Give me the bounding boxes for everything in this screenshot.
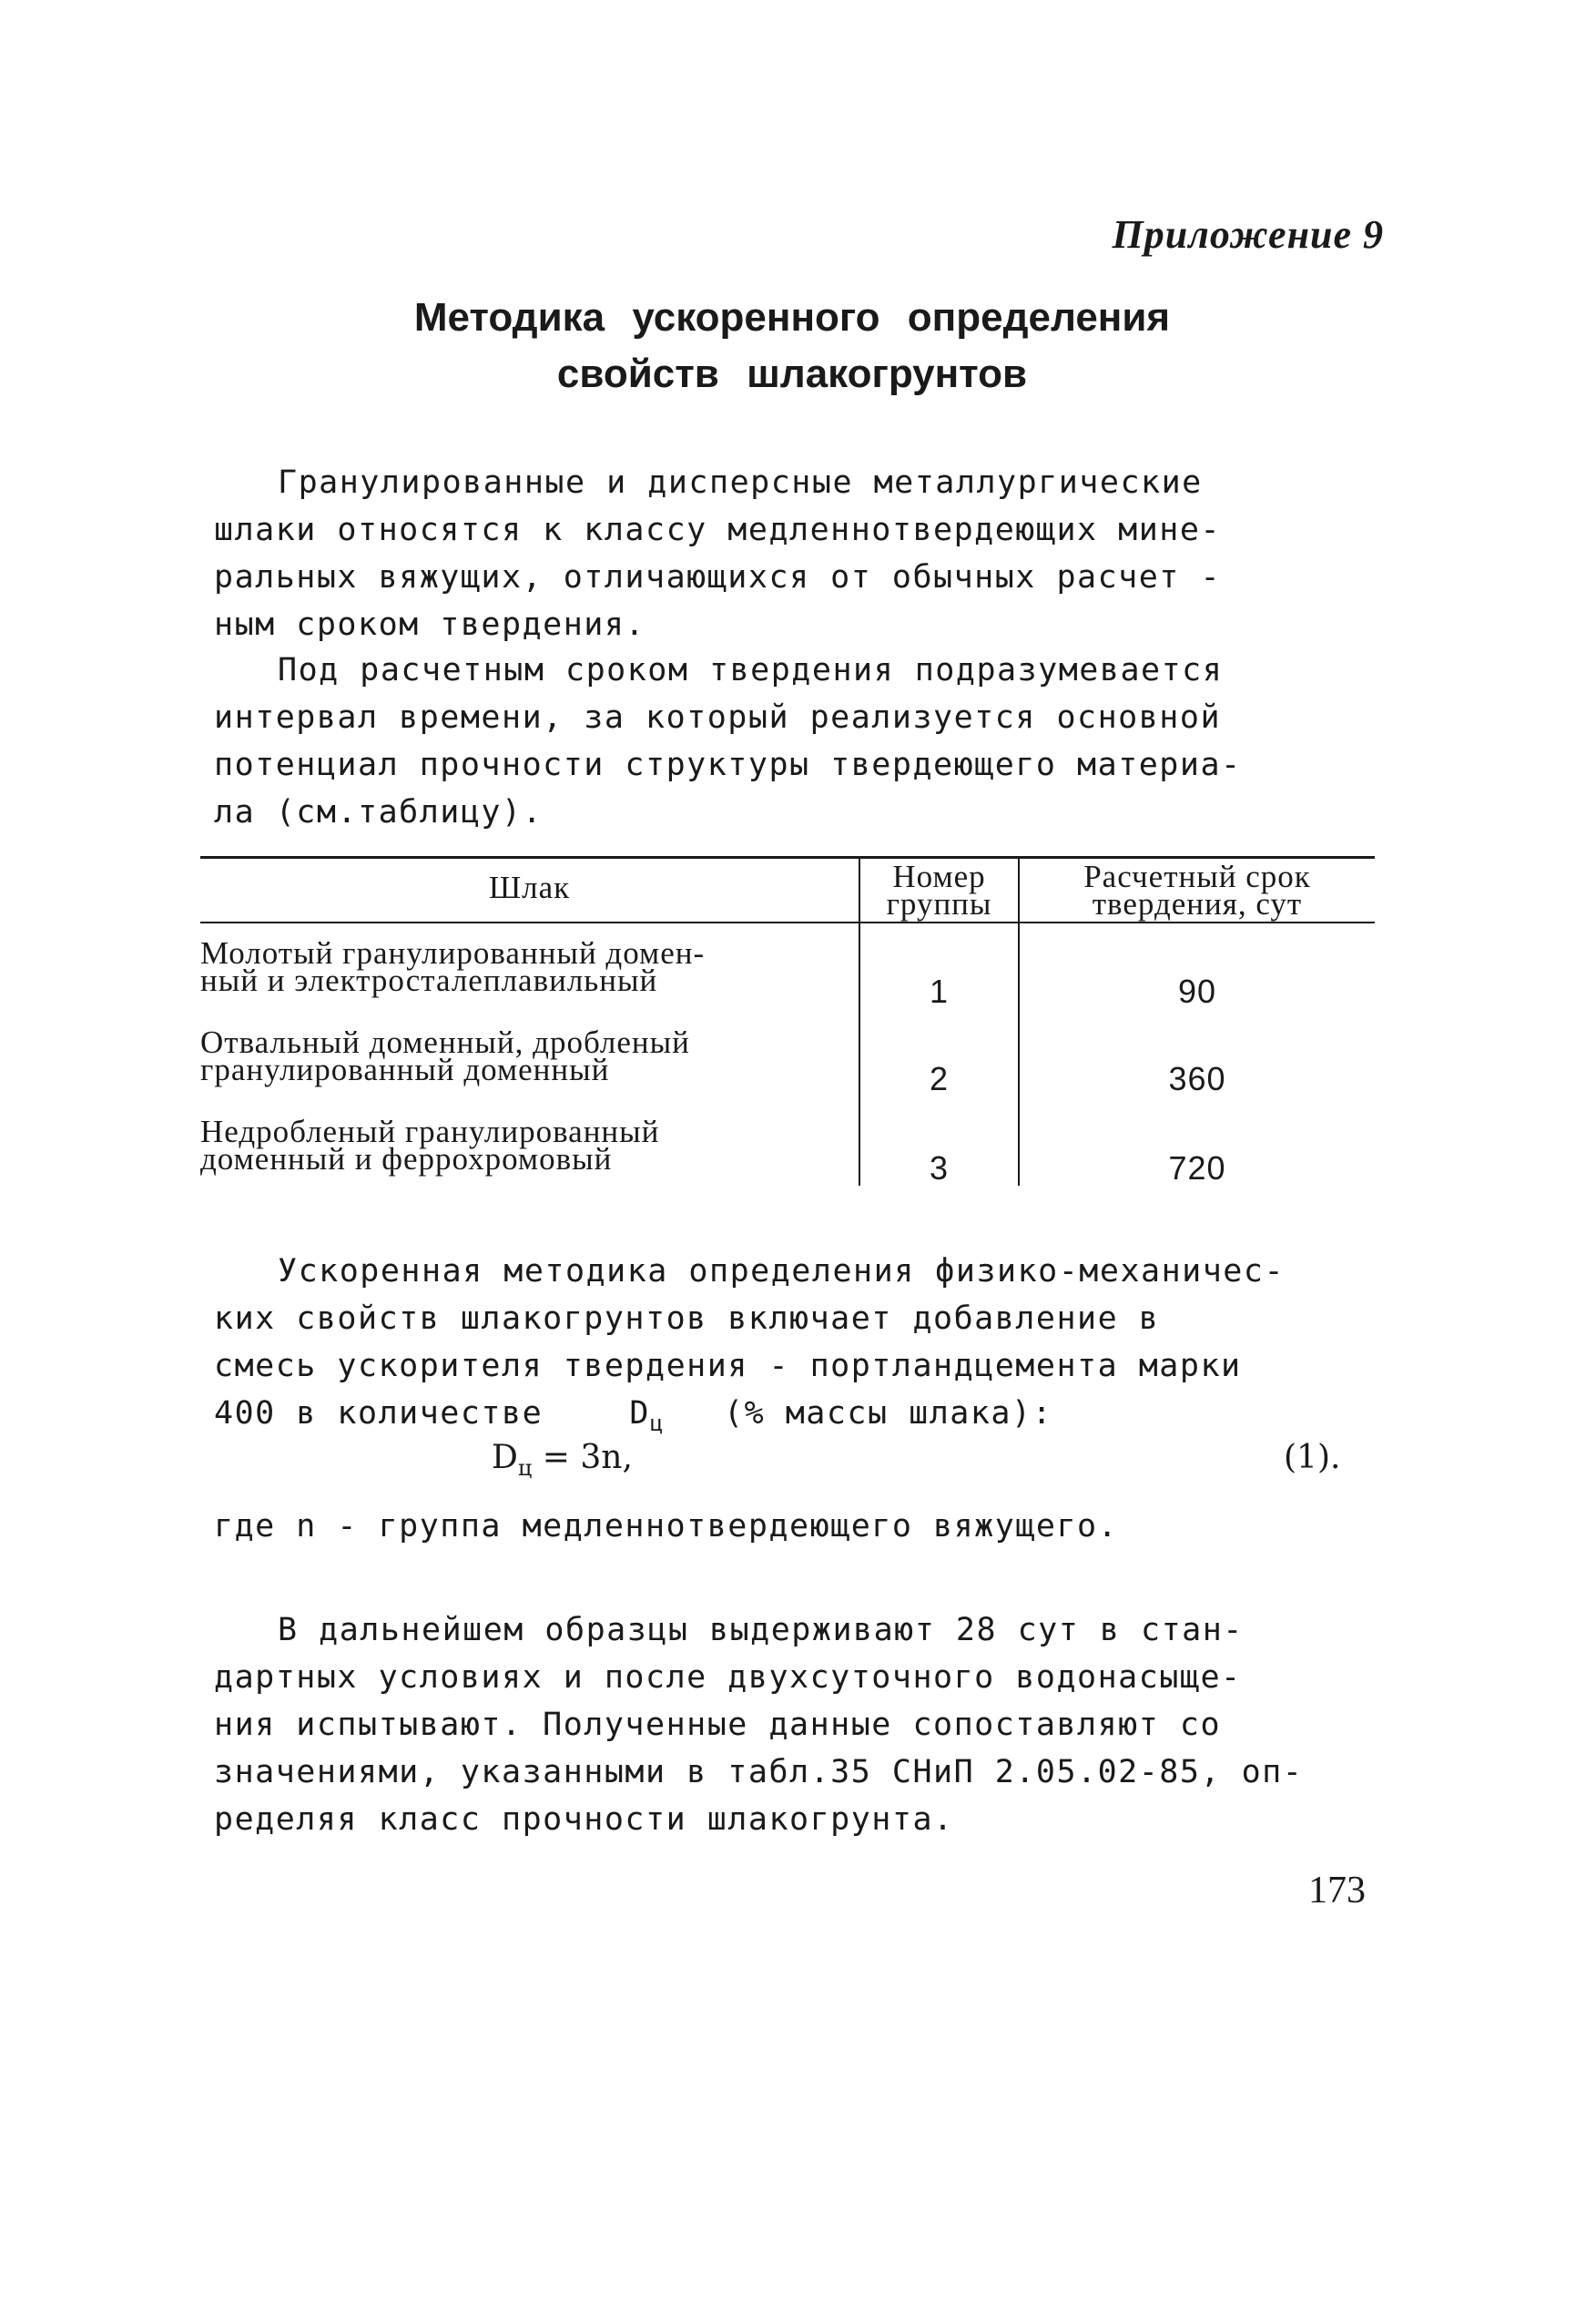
row-name-line: доменный и феррохромовый [200,1141,613,1177]
row-name-line: Отвальный доменный, дробленый [200,1025,690,1060]
equation-number: (1). [1284,1439,1341,1476]
header-slag: Шлак [488,870,571,905]
text-line: потенциал прочности структуры твердеющего материа- [214,747,1242,783]
page-number: 173 [1308,1870,1366,1912]
paragraph-4 [214,1606,1370,1843]
title-line-2: свойств шлакогрунтов [556,352,1028,396]
text-line: дартных условиях и после двухсуточного водонасыще- [214,1659,1242,1696]
table-row-3-name [200,1114,856,1177]
text-fragment: 400 в количестве [214,1395,544,1432]
paragraph-3 [214,1248,1370,1447]
cement-symbol [629,1395,665,1436]
text-line [214,1390,1370,1447]
text-line: ла (см.таблицу). [214,794,544,831]
table-row-3-term: 720 [1168,1149,1226,1187]
text-line: ределяя класс прочности шлакогрунта. [214,1801,954,1838]
header-group [860,859,1018,922]
table-row-2-name [200,1025,856,1087]
row-name-line: гранулированный доменный [200,1052,610,1087]
table-row-1-group: 1 [929,973,950,1010]
header-term [1020,859,1375,922]
table-row-2-group: 2 [929,1060,950,1097]
symbol-subscript: ц [649,1411,665,1436]
text-line: интервал времени, за который реализуется основной [214,699,1222,736]
text-line: Ускоренная методика определения физико-механичес- [278,1253,1286,1290]
table-header-rule [200,922,1375,923]
header-group-line: Номер [892,859,986,894]
text-line: Гранулированные и дисперсные металлургические [278,464,1203,501]
title-line-1: Методика ускоренного определения [413,295,1171,340]
row-name-line: Недробленый гранулированный [200,1114,660,1149]
formula-rhs: = 3n, [542,1439,633,1476]
document-title [273,290,1311,403]
header-term-line: твердения, сут [1092,886,1303,922]
row-name-line: ный и электросталеплавильный [200,963,658,998]
table-row-1-term: 90 [1177,973,1217,1010]
formula-1 [492,1439,633,1481]
text-line: ких свойств шлакогрунтов включает добавление в [214,1300,1160,1337]
where-line: где n - группа медленнотвердеющего вяжущего. [214,1508,1119,1544]
formula-lhs: D [492,1439,518,1476]
text-line: ным сроком твердения. [214,607,646,643]
formula-lhs-subscript: ц [517,1455,533,1482]
header-term-line: Расчетный срок [1083,859,1311,894]
table-row-1-name [200,935,856,998]
slag-table [200,856,1375,1193]
text-line: ральных вяжущих, отличающихся от обычных расчет - [214,559,1222,596]
text-line: ния испытывают. Полученные данные сопоставляют со [214,1707,1222,1743]
table-row-2-term: 360 [1168,1060,1226,1097]
table-row-3-group: 3 [929,1149,950,1187]
text-line: значениями, указанными в табл.35 СНиП 2.05.02-85, оп- [214,1754,1304,1790]
header-group-line: группы [886,886,992,922]
paragraph-1 [214,459,1370,648]
row-name-line: Молотый гранулированный домен- [200,935,706,971]
text-line: шлаки относятся к классу медленнотвердеющих мине- [214,512,1222,548]
appendix-label: Приложение 9 [1112,212,1384,257]
text-line: Под расчетным сроком твердения подразумевается [278,652,1224,688]
text-fragment: (% массы шлака): [724,1395,1053,1432]
paragraph-2 [214,647,1370,836]
text-line: В дальнейшем образцы выдерживают 28 сут в стан- [278,1612,1244,1648]
symbol-letter: D [629,1395,650,1432]
text-line: смесь ускорителя твердения - портландцемента марки [214,1348,1242,1384]
